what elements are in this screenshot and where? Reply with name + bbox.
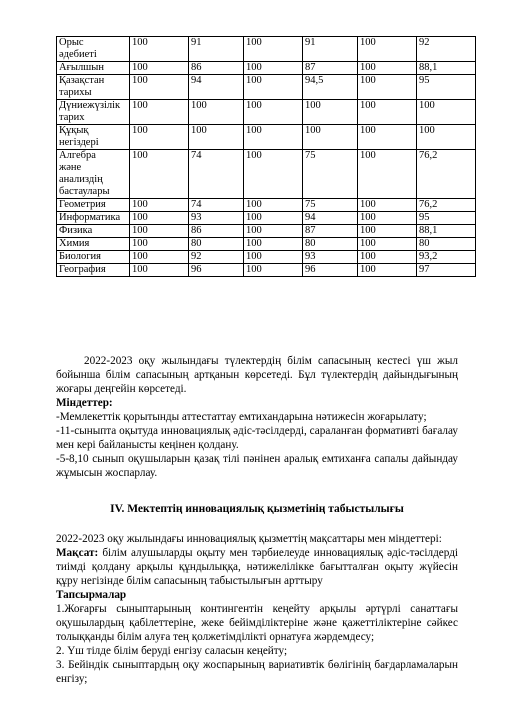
value-cell: 100 [358, 37, 417, 62]
section-innovation [56, 532, 458, 686]
subject-cell: Информатика [57, 212, 130, 225]
subject-cell: Геометрия [57, 199, 130, 212]
value-cell: 92 [189, 251, 244, 264]
value-cell: 96 [189, 264, 244, 277]
quality-table [56, 36, 476, 277]
quality-table-body [57, 37, 476, 277]
value-cell: 100 [130, 100, 189, 125]
table-row [57, 238, 476, 251]
value-cell: 80 [417, 238, 476, 251]
value-cell: 94 [189, 75, 244, 100]
value-cell: 100 [130, 238, 189, 251]
value-cell: 100 [244, 125, 303, 150]
subject-cell: Қазақстан тарихы [57, 75, 130, 100]
value-cell: 95 [417, 212, 476, 225]
table-row [57, 264, 476, 277]
tasks-title-2: Тапсырмалар [56, 589, 127, 601]
value-cell: 100 [244, 264, 303, 277]
task-item: 3. Бейіндік сыныптардың оқу жоспарының вариативтік бөлігінің бағдарламаларын енгізу; [56, 659, 458, 685]
value-cell: 100 [130, 37, 189, 62]
table-row [57, 199, 476, 212]
table-row [57, 37, 476, 62]
goal-label: Мақсат: [56, 547, 99, 559]
value-cell: 100 [130, 150, 189, 199]
value-cell: 100 [130, 225, 189, 238]
task-item: -11-сыныпта оқытуда инновациялық әдіс-тәсілдерді, сараланған формативті бағалау мен кері байланысты кеңінен қолдану. [56, 425, 458, 451]
value-cell: 100 [244, 75, 303, 100]
value-cell: 100 [244, 225, 303, 238]
value-cell: 100 [358, 150, 417, 199]
subject-cell: Химия [57, 238, 130, 251]
value-cell: 100 [358, 225, 417, 238]
table-row [57, 225, 476, 238]
value-cell: 100 [358, 199, 417, 212]
section-heading: IV. Мектептің инновациялық қызметінің табыстылығы [110, 503, 404, 515]
value-cell: 100 [358, 264, 417, 277]
value-cell: 93 [189, 212, 244, 225]
value-cell: 100 [189, 125, 244, 150]
subject-cell: География [57, 264, 130, 277]
value-cell: 93 [303, 251, 358, 264]
subject-cell: Алгебра және анализдің бастаулары [57, 150, 130, 199]
value-cell: 96 [303, 264, 358, 277]
table-row [57, 100, 476, 125]
value-cell: 100 [130, 125, 189, 150]
value-cell: 75 [303, 150, 358, 199]
value-cell: 100 [244, 238, 303, 251]
subject-cell: Дүниежүзілік тарих [57, 100, 130, 125]
value-cell: 76,2 [417, 199, 476, 212]
value-cell: 92 [417, 37, 476, 62]
value-cell: 100 [303, 125, 358, 150]
value-cell: 88,1 [417, 225, 476, 238]
value-cell: 100 [130, 264, 189, 277]
value-cell: 100 [244, 199, 303, 212]
goal-paragraph [56, 546, 458, 588]
value-cell: 100 [358, 238, 417, 251]
value-cell: 87 [303, 62, 358, 75]
value-cell: 100 [130, 251, 189, 264]
value-cell: 100 [130, 199, 189, 212]
value-cell: 100 [417, 125, 476, 150]
value-cell: 100 [358, 75, 417, 100]
value-cell: 76,2 [417, 150, 476, 199]
results-paragraph: 2022-2023 оқу жылындағы түлектердің білім сапасының кестесі үш жыл бойынша білім сапасының артқанын көрсетеді. Бұл түлектердің дайындығының жоғары деңгейін көрсетеді. [56, 355, 458, 395]
value-cell: 100 [417, 100, 476, 125]
value-cell: 86 [189, 62, 244, 75]
value-cell: 100 [244, 251, 303, 264]
tasks-title: Міндеттер: [56, 397, 113, 409]
task-item: -Мемлекеттік қорытынды аттестаттау емтихандарына нәтижесін жоғарылату; [56, 411, 427, 423]
value-cell: 100 [358, 62, 417, 75]
value-cell: 80 [303, 238, 358, 251]
table-row [57, 62, 476, 75]
subject-cell: Ағылшын [57, 62, 130, 75]
value-cell: 74 [189, 199, 244, 212]
goal-text: білім алушыларды оқыту мен тәрбиелеуде инновациялық әдіс-тәсілдерді тиімді қолдану арқылы құндылыққа, нәтижелілікке бағытталған оқыту жүйесін құру негізінде білім сапасының табыстылығын арттыру [56, 547, 458, 587]
value-cell: 100 [303, 100, 358, 125]
value-cell: 86 [189, 225, 244, 238]
table-row [57, 251, 476, 264]
value-cell: 75 [303, 199, 358, 212]
value-cell: 100 [244, 100, 303, 125]
value-cell: 94 [303, 212, 358, 225]
table-row [57, 212, 476, 225]
table-row [57, 125, 476, 150]
value-cell: 100 [358, 251, 417, 264]
value-cell: 80 [189, 238, 244, 251]
value-cell: 88,1 [417, 62, 476, 75]
value-cell: 100 [244, 37, 303, 62]
subject-cell: Құқық негіздері [57, 125, 130, 150]
table-row [57, 75, 476, 100]
subject-cell: Орыс әдебиеті [57, 37, 130, 62]
value-cell: 93,2 [417, 251, 476, 264]
innovation-intro: 2022-2023 оқу жылындағы инновациялық қызметтің мақсаттары мен міндеттері: [56, 533, 442, 545]
value-cell: 100 [358, 125, 417, 150]
value-cell: 97 [417, 264, 476, 277]
value-cell: 91 [303, 37, 358, 62]
value-cell: 100 [189, 100, 244, 125]
table-row [57, 150, 476, 199]
subject-cell: Физика [57, 225, 130, 238]
task-item: -5-8,10 сынып оқушыларын қазақ тілі пәнінен аралық емтиханға сапалы дайындау жұмысын жоспарлау. [56, 453, 458, 479]
value-cell: 94,5 [303, 75, 358, 100]
value-cell: 100 [130, 75, 189, 100]
value-cell: 100 [358, 100, 417, 125]
subject-cell: Биология [57, 251, 130, 264]
value-cell: 100 [244, 62, 303, 75]
value-cell: 87 [303, 225, 358, 238]
value-cell: 100 [130, 212, 189, 225]
task-item: 2. Үш тілде білім беруді енгізу саласын кеңейту; [56, 645, 288, 657]
section-results [56, 354, 458, 480]
value-cell: 100 [244, 212, 303, 225]
value-cell: 100 [358, 212, 417, 225]
value-cell: 95 [417, 75, 476, 100]
value-cell: 74 [189, 150, 244, 199]
value-cell: 100 [130, 62, 189, 75]
value-cell: 91 [189, 37, 244, 62]
task-item: 1.Жоғарғы сыныптарының контингентін кеңейту арқылы әртүрлі санаттағы оқушылардың қабілеттеріне, жеке бейімділіктеріне және қажеттіліктеріне сәйкес толыққанды білім алуға тең қолжетімділікті орнатуға жәрдемдесу; [56, 603, 458, 643]
value-cell: 100 [244, 150, 303, 199]
